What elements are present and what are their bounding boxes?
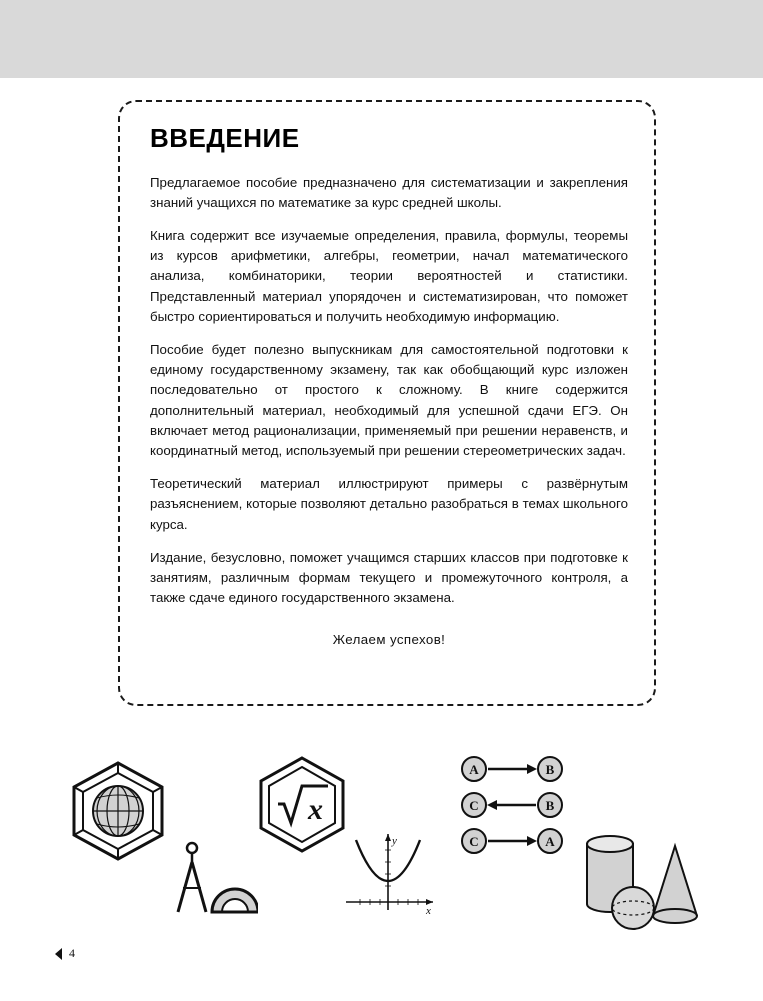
hexagon-globe-icon bbox=[68, 760, 168, 867]
intro-paragraph: Предлагаемое пособие предназначено для систематизации и закрепления знаний учащихся по математике за курс средней школы. bbox=[150, 174, 628, 210]
compass-protractor-icon bbox=[168, 840, 258, 930]
svg-text:C: C bbox=[469, 798, 479, 813]
intro-paragraph: Книга содержит все изучаемые определения, правила, формулы, теоремы из курсов арифметики, алгебры, геометрии, начал математического анализа, комбинаторики, теории вероятностей и статистики. Представленный материал упорядочен и систематизирован, что поможет быстро сориентироваться и получить необходимую информацию. bbox=[150, 228, 628, 324]
svg-text:B: B bbox=[545, 762, 555, 777]
intro-paragraph: Издание, безусловно, поможет учащимся старших классов при подготовке к занятиям, различным формам текущего и промежуточного контроля, а также сдаче единого государственного экзамена. bbox=[150, 549, 628, 606]
intro-paragraph: Пособие будет полезно выпускникам для самостоятельной подготовки к единому государственному экзамену, так как обобщающий курс изложен последовательно от простого к сложному. В книге содержится дополнительный материал, необходимый для успешной сдачи ЕГЭ. Он включает метод рационализации, применяемый при решении неравенств, и координатный метод, используемый при решении стереометрических задач. bbox=[150, 342, 628, 459]
svg-text:C: C bbox=[469, 834, 479, 849]
illustration-row bbox=[0, 735, 763, 945]
introduction-content bbox=[150, 124, 628, 650]
svg-text:x: x bbox=[308, 793, 323, 826]
closing-wish: Желаем успехов! bbox=[332, 632, 446, 648]
svg-text:y: y bbox=[392, 835, 397, 847]
svg-text:x: x bbox=[426, 905, 431, 915]
hexagon-square-root-icon bbox=[256, 755, 348, 860]
top-grey-band bbox=[0, 0, 763, 78]
intro-paragraph: Теоретический материал иллюстрируют примеры с развёрнутым разъяснением, которые позволяют детально разобраться в темах школьного курса. bbox=[150, 476, 628, 532]
introduction-box bbox=[118, 100, 656, 706]
page-title: ВВЕДЕНИЕ bbox=[150, 123, 300, 153]
left-triangle-icon bbox=[55, 948, 62, 960]
solid-figures-icon bbox=[575, 830, 705, 935]
page-footer bbox=[55, 946, 75, 961]
svg-text:A: A bbox=[545, 834, 555, 849]
flowchart-nodes-icon bbox=[458, 755, 568, 860]
svg-text:B: B bbox=[545, 798, 555, 813]
page-number: 4 bbox=[69, 946, 75, 960]
svg-text:A: A bbox=[469, 762, 479, 777]
parabola-graph-icon bbox=[338, 830, 438, 920]
